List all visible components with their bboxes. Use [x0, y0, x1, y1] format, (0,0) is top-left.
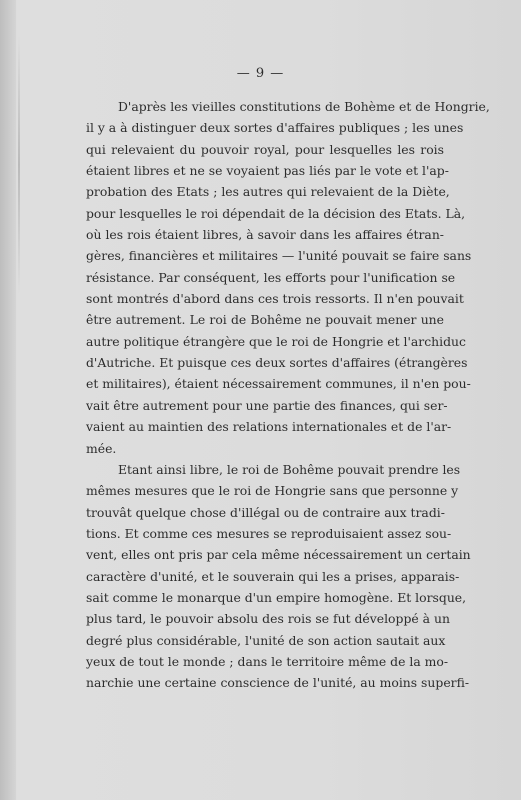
text-line: sait comme le monarque d'un empire homogène. Et lorsque,	[86, 589, 467, 605]
text-line: mêmes mesures que le roi de Hongrie sans que personne y	[86, 483, 459, 499]
text-line: il y a à distinguer deux sortes d'affaires publiques ; les unes	[86, 120, 464, 136]
text-line: gères, financières et militaires — l'unité pouvait se faire sans	[86, 248, 472, 264]
text-line: autre politique étrangère que le roi de Hongrie et l'archiduc	[86, 333, 466, 349]
text-line: résistance. Par conséquent, les efforts pour l'unification se	[86, 269, 456, 285]
text-line: yeux de tout le monde ; dans le territoire même de la mo-	[86, 653, 449, 669]
text-line: mée.	[86, 440, 117, 456]
text-line: probation des Etats ; les autres qui relevaient de la Diète,	[86, 184, 450, 200]
text-line: vent, elles ont pris par cela même nécessairement un certain	[86, 547, 471, 563]
text-line: vait être autrement pour une partie des finances, qui ser-	[86, 397, 448, 413]
text-line: où les rois étaient libres, à savoir dans les affaires étran-	[86, 227, 444, 243]
text-line: et militaires), étaient nécessairement communes, il n'en pou-	[86, 376, 471, 392]
text-line: plus tard, le pouvoir absolu des rois se fut développé à un	[86, 611, 450, 627]
text-line: sont montrés d'abord dans ces trois ressorts. Il n'en pouvait	[86, 291, 464, 307]
text-line: être autrement. Le roi de Bohême ne pouvait mener une	[86, 312, 444, 328]
text-line: tions. Et comme ces mesures se reproduisaient assez sou-	[86, 525, 452, 541]
text-line: D'après les vieilles constitutions de Bohème et de Hongrie,	[118, 99, 490, 114]
text-line: Etant ainsi libre, le roi de Bohême pouvait prendre les	[118, 461, 461, 477]
text-line: narchie une certaine conscience de l'unité, au moins superfi-	[86, 675, 470, 691]
page-number: — 9 —	[236, 66, 285, 81]
text-line: qui relevaient du pouvoir royal, pour lesquelles les rois	[86, 141, 444, 157]
text-line: d'Autriche. Et puisque ces deux sortes d'affaires (étrangères	[86, 355, 468, 371]
text-line: étaient libres et ne se voyaient pas liés par le vote et l'ap-	[86, 163, 449, 179]
text-line: vaient au maintien des relations internationales et de l'ar-	[86, 419, 452, 435]
text-line: pour lesquelles le roi dépendait de la décision des Etats. Là,	[86, 205, 466, 221]
text-line: caractère d'unité, et le souverain qui les a prises, apparais-	[86, 568, 460, 584]
text-line: trouvât quelque chose d'illégal ou de contraire aux tradi-	[86, 504, 445, 520]
text-line: degré plus considérable, l'unité de son action sautait aux	[86, 632, 446, 648]
body-text	[86, 96, 490, 694]
